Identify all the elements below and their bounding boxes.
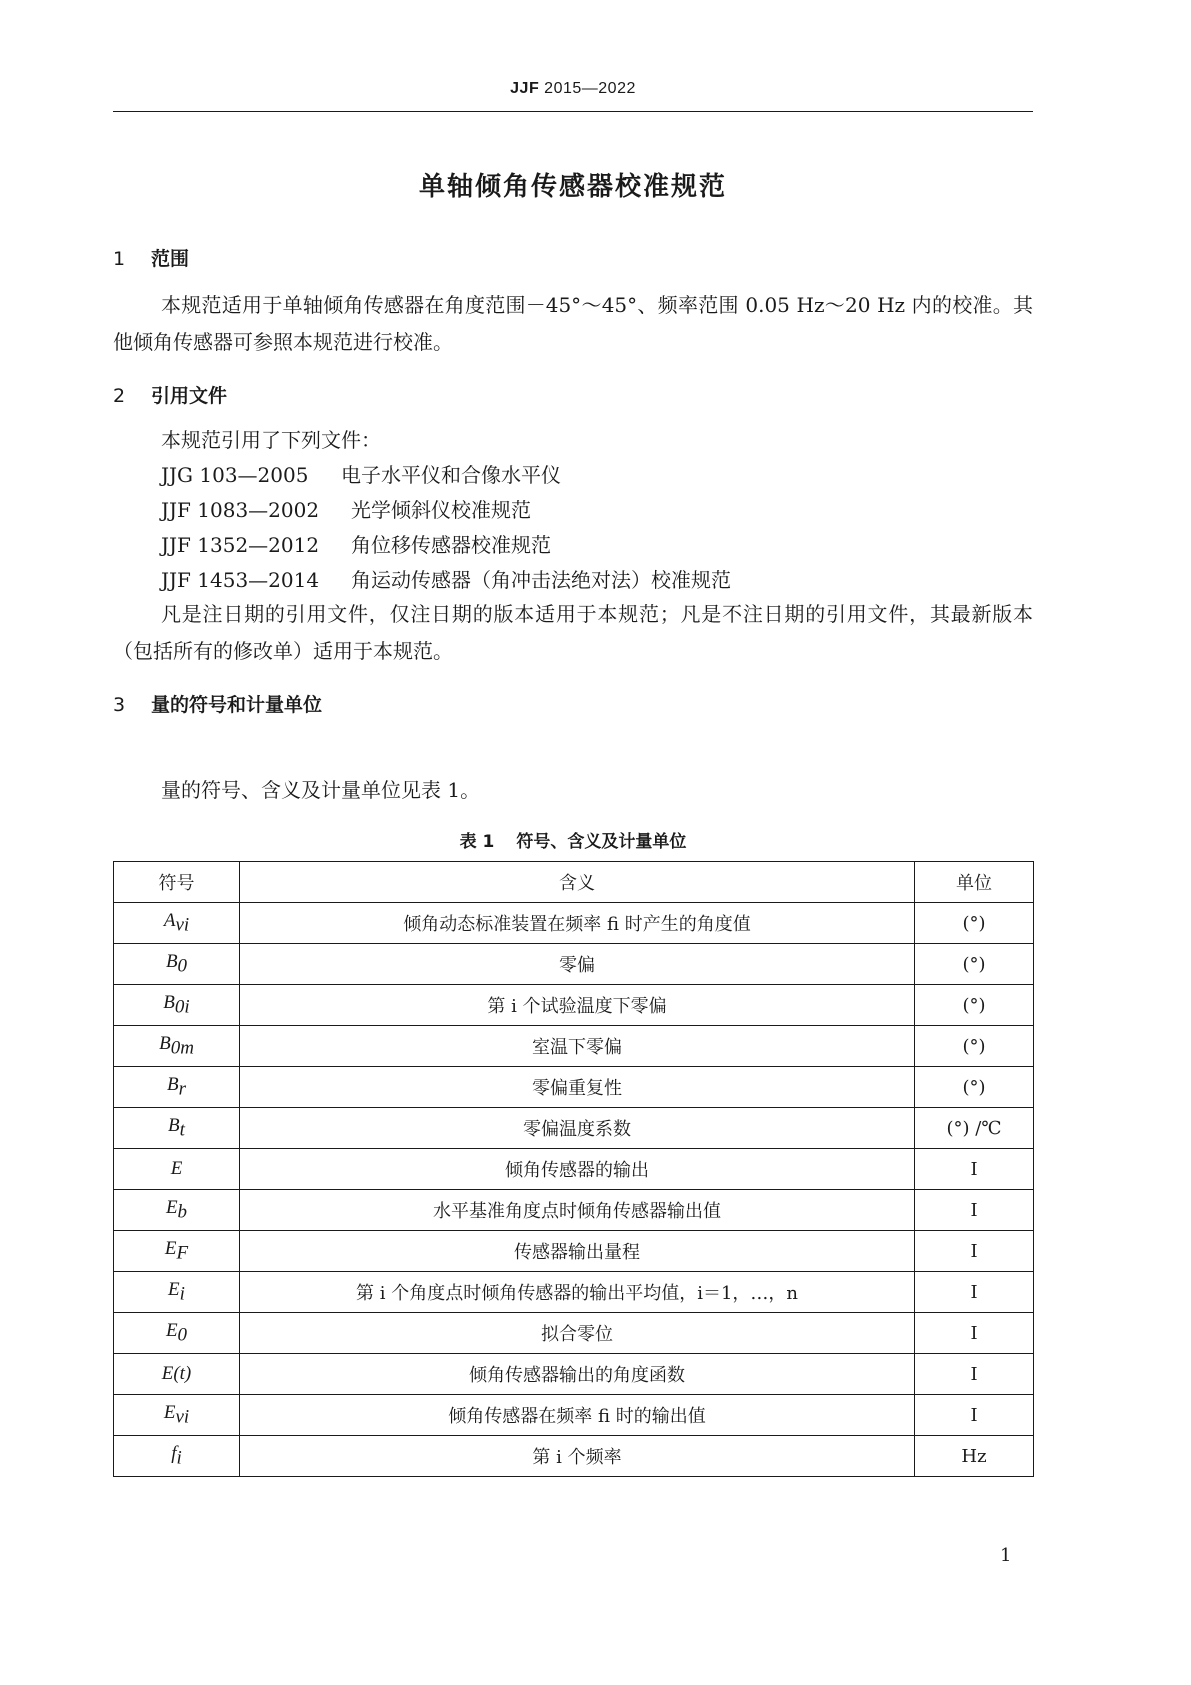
- section-number: 3: [113, 694, 126, 716]
- symbol-text: B: [163, 991, 175, 1013]
- references-closing: 凡是注日期的引用文件，仅注日期的版本适用于本规范；凡是不注日期的引用文件，其最新版本（包括所有的修改单）适用于本规范。: [113, 602, 1033, 663]
- cell-meaning: 传感器输出量程: [240, 1231, 915, 1272]
- section-1-heading: [113, 244, 189, 271]
- cell-symbol: [114, 1231, 240, 1272]
- table-row: [114, 1313, 1034, 1354]
- reference-title: 角位移传感器校准规范: [351, 533, 551, 557]
- cell-unit: (°): [915, 1067, 1034, 1108]
- reference-title: 电子水平仪和合像水平仪: [341, 463, 561, 487]
- section-title: 范围: [151, 248, 190, 270]
- table-row: [114, 944, 1034, 985]
- table-row: [114, 1108, 1034, 1149]
- document-title: 单轴倾角传感器校准规范: [418, 172, 727, 202]
- cell-unit: (°): [915, 903, 1034, 944]
- section-1-paragraph: 本规范适用于单轴倾角传感器在角度范围－45°～45°、频率范围 0.05 Hz～20 Hz 内的校准。其他倾角传感器可参照本规范进行校准。: [113, 293, 1033, 354]
- symbol-text: B: [165, 950, 178, 972]
- table-body: [114, 903, 1034, 1477]
- cell-symbol: [114, 944, 240, 985]
- cell-symbol: [114, 1272, 240, 1313]
- cell-symbol: [114, 1108, 240, 1149]
- column-header-unit: 单位: [915, 862, 1034, 903]
- symbol-subscript: 0i: [174, 996, 190, 1018]
- reference-item: [161, 565, 731, 595]
- cell-meaning: 零偏: [240, 944, 915, 985]
- reference-title: 角运动传感器（角冲击法绝对法）校准规范: [351, 568, 731, 592]
- cell-unit: I: [915, 1313, 1034, 1354]
- section-2-heading: [113, 381, 227, 408]
- symbol-table: [113, 861, 1034, 1477]
- cell-symbol: [114, 1190, 240, 1231]
- table-row: [114, 1149, 1034, 1190]
- cell-symbol: [114, 1313, 240, 1354]
- symbol-subscript: vi: [175, 1406, 190, 1428]
- cell-meaning: 零偏重复性: [240, 1067, 915, 1108]
- cell-symbol: [114, 903, 240, 944]
- table-row: [114, 1190, 1034, 1231]
- column-header-symbol: 符号: [114, 862, 240, 903]
- symbol-text: E: [163, 1401, 176, 1423]
- cell-meaning: 室温下零偏: [240, 1026, 915, 1067]
- table-row: [114, 985, 1034, 1026]
- table-caption: [113, 827, 1033, 852]
- symbol-subscript: F: [176, 1242, 189, 1264]
- references-intro: 本规范引用了下列文件：: [161, 428, 381, 452]
- table-caption-title: 符号、含义及计量单位: [516, 832, 687, 852]
- section-number: 2: [113, 385, 126, 407]
- header-code-prefix: JJF: [510, 80, 540, 97]
- cell-meaning: 倾角传感器在频率 fi 时的输出值: [240, 1395, 915, 1436]
- cell-meaning: 倾角传感器输出的角度函数: [240, 1354, 915, 1395]
- symbol-text: B: [168, 1114, 180, 1136]
- symbol-text: E: [170, 1158, 183, 1179]
- symbol-subscript: 0: [177, 1324, 188, 1346]
- symbol-text: E(t): [161, 1363, 192, 1384]
- table-row: [114, 1026, 1034, 1067]
- section-3-paragraph: 量的符号、含义及计量单位见表 1。: [161, 778, 481, 802]
- table-row: [114, 1436, 1034, 1477]
- symbol-text: B: [166, 1073, 179, 1095]
- symbol-subscript: vi: [175, 914, 190, 936]
- reference-code: JJF 1453—2014: [161, 568, 320, 592]
- page-number: 1: [1000, 1545, 1012, 1566]
- reference-item: [161, 530, 551, 560]
- table-row: [114, 1354, 1034, 1395]
- header-code-number: 2015—2022: [544, 80, 636, 97]
- page-header: [113, 80, 1033, 98]
- table-row: [114, 1067, 1034, 1108]
- cell-unit: I: [915, 1272, 1034, 1313]
- cell-unit: Hz: [915, 1436, 1034, 1477]
- reference-code: JJF 1083—2002: [161, 498, 320, 522]
- reference-item: [161, 495, 531, 525]
- column-header-meaning: 含义: [240, 862, 915, 903]
- symbol-subscript: b: [177, 1201, 188, 1223]
- symbol-text: E: [168, 1278, 180, 1300]
- section-number: 1: [113, 248, 126, 270]
- cell-meaning: 倾角动态标准装置在频率 fi 时产生的角度值: [240, 903, 915, 944]
- reference-code: JJG 103—2005: [161, 463, 309, 487]
- cell-meaning: 拟合零位: [240, 1313, 915, 1354]
- cell-meaning: 第 i 个角度点时倾角传感器的输出平均值，i＝1，…，n: [240, 1272, 915, 1313]
- symbol-text: A: [163, 909, 176, 931]
- table-row: [114, 1272, 1034, 1313]
- table-row: [114, 903, 1034, 944]
- section-title: 引用文件: [151, 385, 228, 407]
- symbol-subscript: 0: [177, 955, 188, 977]
- cell-symbol: [114, 985, 240, 1026]
- cell-unit: (°): [915, 944, 1034, 985]
- cell-unit: (°): [915, 1026, 1034, 1067]
- symbol-text: E: [165, 1319, 178, 1341]
- reference-item: [161, 460, 561, 490]
- table-caption-number: 表 1: [459, 832, 495, 852]
- cell-symbol: [114, 1149, 240, 1190]
- cell-unit: I: [915, 1149, 1034, 1190]
- symbol-text: B: [159, 1032, 171, 1054]
- symbol-subscript: 0m: [170, 1037, 194, 1059]
- cell-unit: I: [915, 1354, 1034, 1395]
- symbol-text: E: [165, 1196, 178, 1218]
- header-rule: [113, 111, 1033, 112]
- table-header-row: [114, 862, 1034, 903]
- cell-symbol: [114, 1067, 240, 1108]
- cell-symbol: [114, 1026, 240, 1067]
- cell-meaning: 零偏温度系数: [240, 1108, 915, 1149]
- cell-unit: (°): [915, 985, 1034, 1026]
- symbol-text: E: [164, 1237, 177, 1259]
- cell-symbol: [114, 1354, 240, 1395]
- symbol-subscript: r: [178, 1078, 186, 1100]
- cell-unit: (°) /℃: [915, 1108, 1034, 1149]
- cell-meaning: 水平基准角度点时倾角传感器输出值: [240, 1190, 915, 1231]
- cell-symbol: [114, 1436, 240, 1477]
- cell-unit: I: [915, 1395, 1034, 1436]
- section-title: 量的符号和计量单位: [151, 694, 323, 716]
- section-3-heading: [113, 690, 322, 717]
- cell-meaning: 倾角传感器的输出: [240, 1149, 915, 1190]
- reference-title: 光学倾斜仪校准规范: [351, 498, 531, 522]
- table-row: [114, 1395, 1034, 1436]
- symbol-text: f: [171, 1442, 177, 1464]
- cell-unit: I: [915, 1231, 1034, 1272]
- table-row: [114, 1231, 1034, 1272]
- cell-meaning: 第 i 个频率: [240, 1436, 915, 1477]
- symbol-subscript: i: [176, 1447, 182, 1469]
- cell-symbol: [114, 1395, 240, 1436]
- cell-unit: I: [915, 1190, 1034, 1231]
- symbol-subscript: t: [179, 1119, 185, 1141]
- symbol-subscript: i: [179, 1283, 185, 1305]
- cell-meaning: 第 i 个试验温度下零偏: [240, 985, 915, 1026]
- reference-code: JJF 1352—2012: [161, 533, 320, 557]
